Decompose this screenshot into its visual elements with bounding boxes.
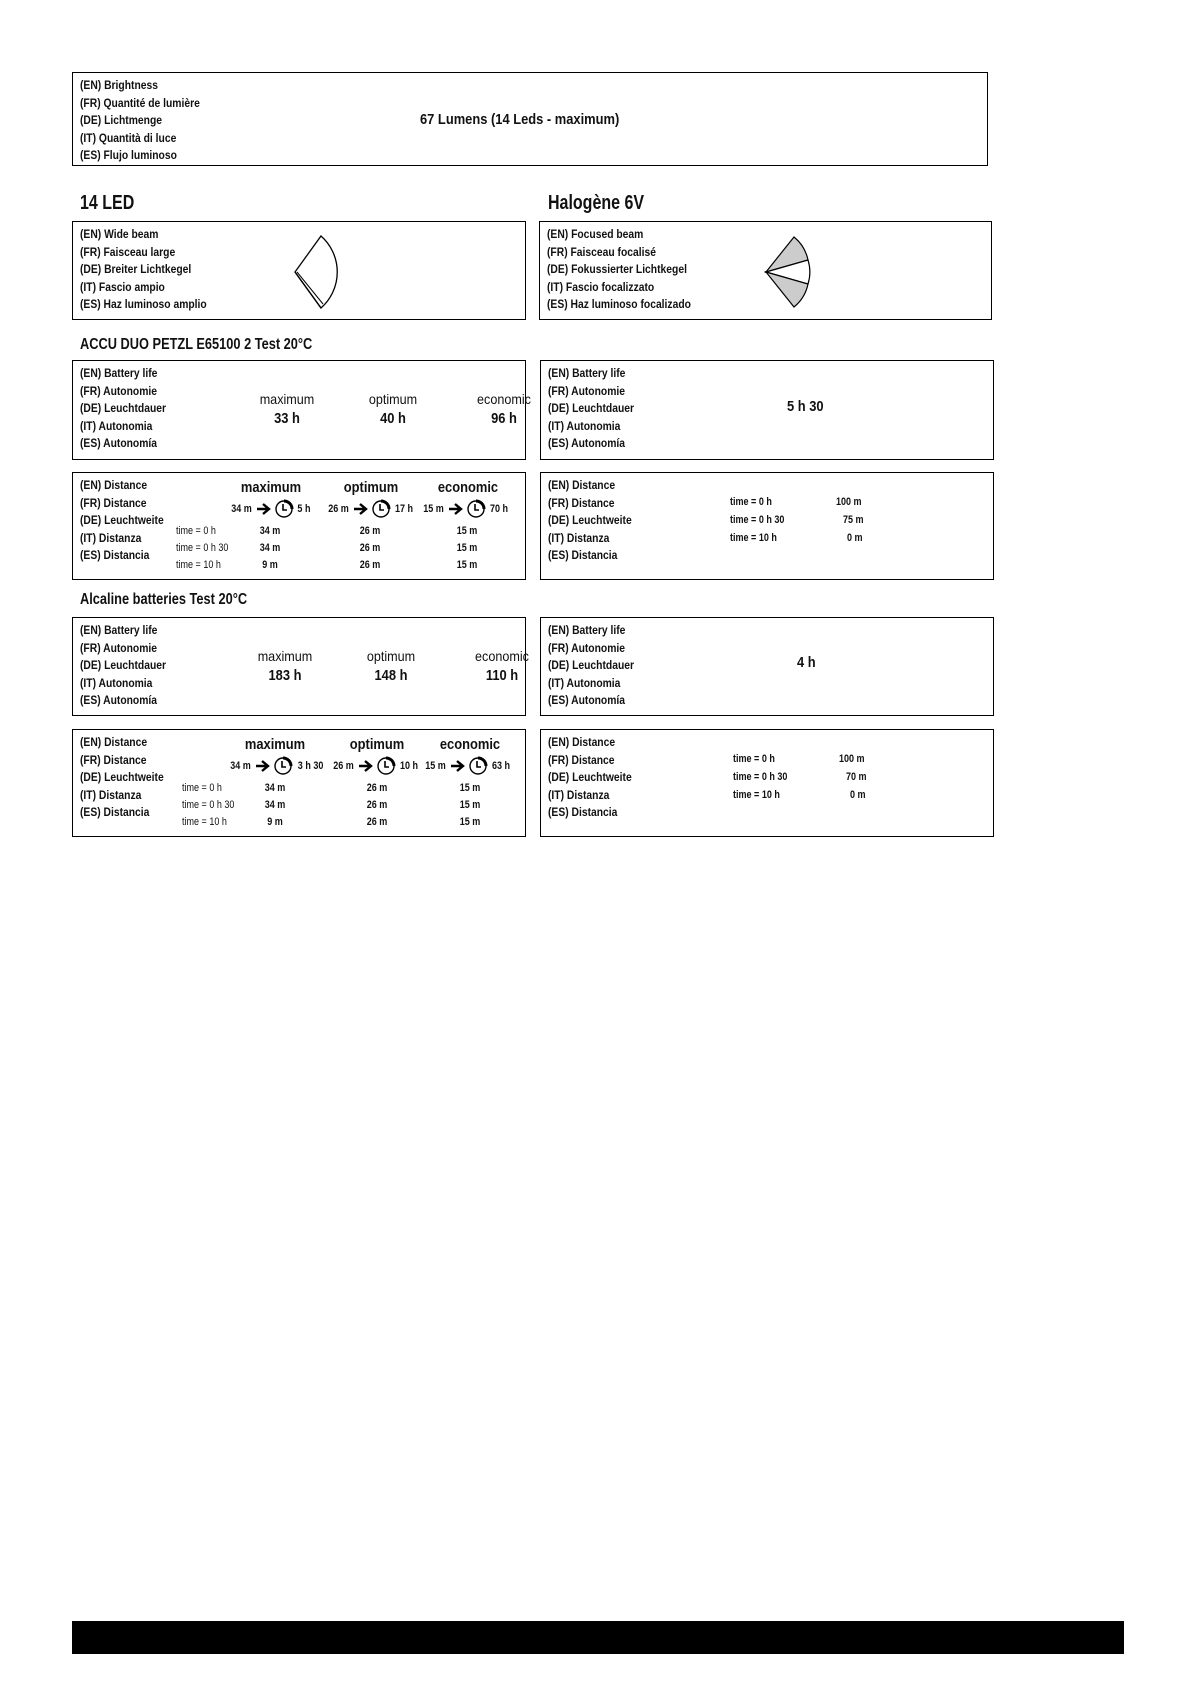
table-cell: 100 m [839, 753, 865, 765]
alcaline-title: Alcaline batteries Test 20°C [80, 591, 248, 608]
table-cell: 26 m [359, 525, 381, 537]
brightness-langs: (EN) Brightness (FR) Quantité de lumière (DE) Lichtmenge (IT) Quantità di luce (ES) Flujo luminoso [80, 78, 200, 162]
accu-life-economic: 96 h [491, 410, 517, 427]
clock-icon [468, 756, 488, 776]
table-cell: 0 m [847, 532, 863, 544]
focused-beam-icon [764, 236, 814, 310]
accu-halogen-distance-box [540, 472, 994, 580]
accu-title: ACCU DUO PETZL E65100 2 Test 20°C [80, 336, 313, 353]
table-cell: 34 m [264, 782, 286, 794]
halogen-title: Halogène 6V [548, 192, 645, 214]
focused-beam-langs: (EN) Focused beam (FR) Faisceau focalisé (DE) Fokussierter Lichtkegel (IT) Fascio focalizzato (ES) Haz luminoso focalizado [547, 227, 691, 311]
arrow-right-icon [256, 503, 272, 515]
arrow-right-icon [358, 760, 374, 772]
alcaline-halogen-distance-langs: (EN) Distance (FR) Distance (DE) Leuchtweite (IT) Distanza (ES) Distancia [548, 735, 632, 819]
mode-head-maximum: maximum [240, 479, 302, 496]
table-cell: 75 m [843, 514, 864, 526]
flow-economic: 15 m 70 h [421, 499, 510, 519]
table-cell: 15 m [459, 782, 481, 794]
table-cell: 34 m [259, 525, 281, 537]
alcaline-led-battery-langs: (EN) Battery life (FR) Autonomie (DE) Leuchtdauer (IT) Autonomia (ES) Autonomía [80, 623, 167, 707]
table-cell: 70 m [846, 771, 867, 783]
alcaline-led-distance-box [72, 729, 526, 837]
table-cell: 15 m [456, 542, 478, 554]
accu-halogen-life: 5 h 30 [787, 398, 824, 415]
alcaline-life-maximum: 183 h [268, 667, 302, 684]
arrow-right-icon [353, 503, 369, 515]
arrow-right-icon [255, 760, 271, 772]
alcaline-led-battery-box [72, 617, 529, 716]
accu-life-maximum: 33 h [274, 410, 300, 427]
time-row-label: time = 0 h [730, 496, 772, 508]
flow-maximum: 34 m 5 h [229, 499, 312, 519]
table-cell: 26 m [359, 559, 381, 571]
alcaline-halogen-battery-box [540, 617, 994, 716]
table-cell: 15 m [456, 525, 478, 537]
brightness-value: 67 Lumens (14 Leds - maximum) [420, 111, 620, 128]
focused-beam-box [539, 221, 992, 320]
clock-icon [376, 756, 396, 776]
accu-led-distance-box [72, 472, 526, 580]
time-row-label: time = 10 h [733, 789, 780, 801]
time-row-label: time = 0 h 30 [176, 542, 229, 554]
mode-label-economic: economic [475, 648, 529, 664]
time-row-label: time = 10 h [176, 559, 221, 571]
time-row-label: time = 0 h [176, 525, 216, 537]
led-title: 14 LED [80, 192, 135, 214]
mode-label-maximum: maximum [259, 391, 315, 407]
alcaline-life-economic: 110 h [485, 667, 519, 684]
time-row-label: time = 0 h 30 [733, 771, 788, 783]
table-cell: 15 m [459, 799, 481, 811]
mode-label-optimum: optimum [368, 391, 418, 407]
accu-halogen-battery-langs: (EN) Battery life (FR) Autonomie (DE) Leuchtdauer (IT) Autonomia (ES) Autonomía [548, 366, 635, 450]
table-cell: 26 m [366, 816, 388, 828]
table-cell: 26 m [366, 799, 388, 811]
table-cell: 15 m [456, 559, 478, 571]
time-row-label: time = 10 h [182, 816, 227, 828]
footer-bar [72, 1621, 1124, 1654]
accu-led-distance-langs: (EN) Distance (FR) Distance (DE) Leuchtweite (IT) Distanza (ES) Distancia [80, 478, 164, 562]
clock-icon [273, 756, 293, 776]
table-cell: 26 m [366, 782, 388, 794]
wide-beam-langs: (EN) Wide beam (FR) Faisceau large (DE) Breiter Lichtkegel (IT) Fascio ampio (ES) Haz luminoso amplio [80, 227, 207, 311]
mode-label-maximum: maximum [257, 648, 313, 664]
table-cell: 9 m [267, 816, 283, 828]
arrow-right-icon [448, 503, 464, 515]
time-row-label: time = 0 h 30 [182, 799, 235, 811]
wide-beam-icon [293, 234, 353, 310]
mode-label-economic: economic [477, 391, 531, 407]
arrow-right-icon [450, 760, 466, 772]
flow-maximum: 34 m 3 h 30 [228, 756, 326, 776]
accu-halogen-distance-langs: (EN) Distance (FR) Distance (DE) Leuchtweite (IT) Distanza (ES) Distancia [548, 478, 632, 562]
mode-head-maximum: maximum [244, 736, 306, 753]
table-cell: 100 m [836, 496, 862, 508]
time-row-label: time = 0 h [733, 753, 775, 765]
clock-icon [371, 499, 391, 519]
flow-optimum: 26 m 10 h [331, 756, 420, 776]
mode-head-optimum: optimum [349, 736, 405, 753]
wide-beam-box [72, 221, 526, 320]
mode-head-economic: economic [437, 479, 499, 496]
mode-head-economic: economic [439, 736, 501, 753]
time-row-label: time = 10 h [730, 532, 777, 544]
alcaline-halogen-battery-langs: (EN) Battery life (FR) Autonomie (DE) Leuchtdauer (IT) Autonomia (ES) Autonomía [548, 623, 635, 707]
flow-optimum: 26 m 17 h [326, 499, 415, 519]
accu-led-battery-langs: (EN) Battery life (FR) Autonomie (DE) Leuchtdauer (IT) Autonomia (ES) Autonomía [80, 366, 167, 450]
table-cell: 9 m [262, 559, 278, 571]
mode-head-optimum: optimum [343, 479, 399, 496]
accu-led-battery-box [72, 360, 531, 460]
table-cell: 0 m [850, 789, 866, 801]
clock-icon [466, 499, 486, 519]
time-row-label: time = 0 h [182, 782, 222, 794]
table-cell: 34 m [259, 542, 281, 554]
flow-economic: 15 m 63 h [423, 756, 512, 776]
alcaline-led-distance-langs: (EN) Distance (FR) Distance (DE) Leuchtweite (IT) Distanza (ES) Distancia [80, 735, 164, 819]
table-cell: 26 m [359, 542, 381, 554]
table-cell: 15 m [459, 816, 481, 828]
alcaline-life-optimum: 148 h [374, 667, 408, 684]
accu-life-optimum: 40 h [380, 410, 406, 427]
brightness-box [72, 72, 988, 166]
table-cell: 34 m [264, 799, 286, 811]
time-row-label: time = 0 h 30 [730, 514, 785, 526]
mode-label-optimum: optimum [366, 648, 416, 664]
clock-icon [274, 499, 294, 519]
alcaline-halogen-life: 4 h [797, 654, 816, 671]
accu-halogen-battery-box [540, 360, 994, 460]
alcaline-halogen-distance-box [540, 729, 994, 837]
